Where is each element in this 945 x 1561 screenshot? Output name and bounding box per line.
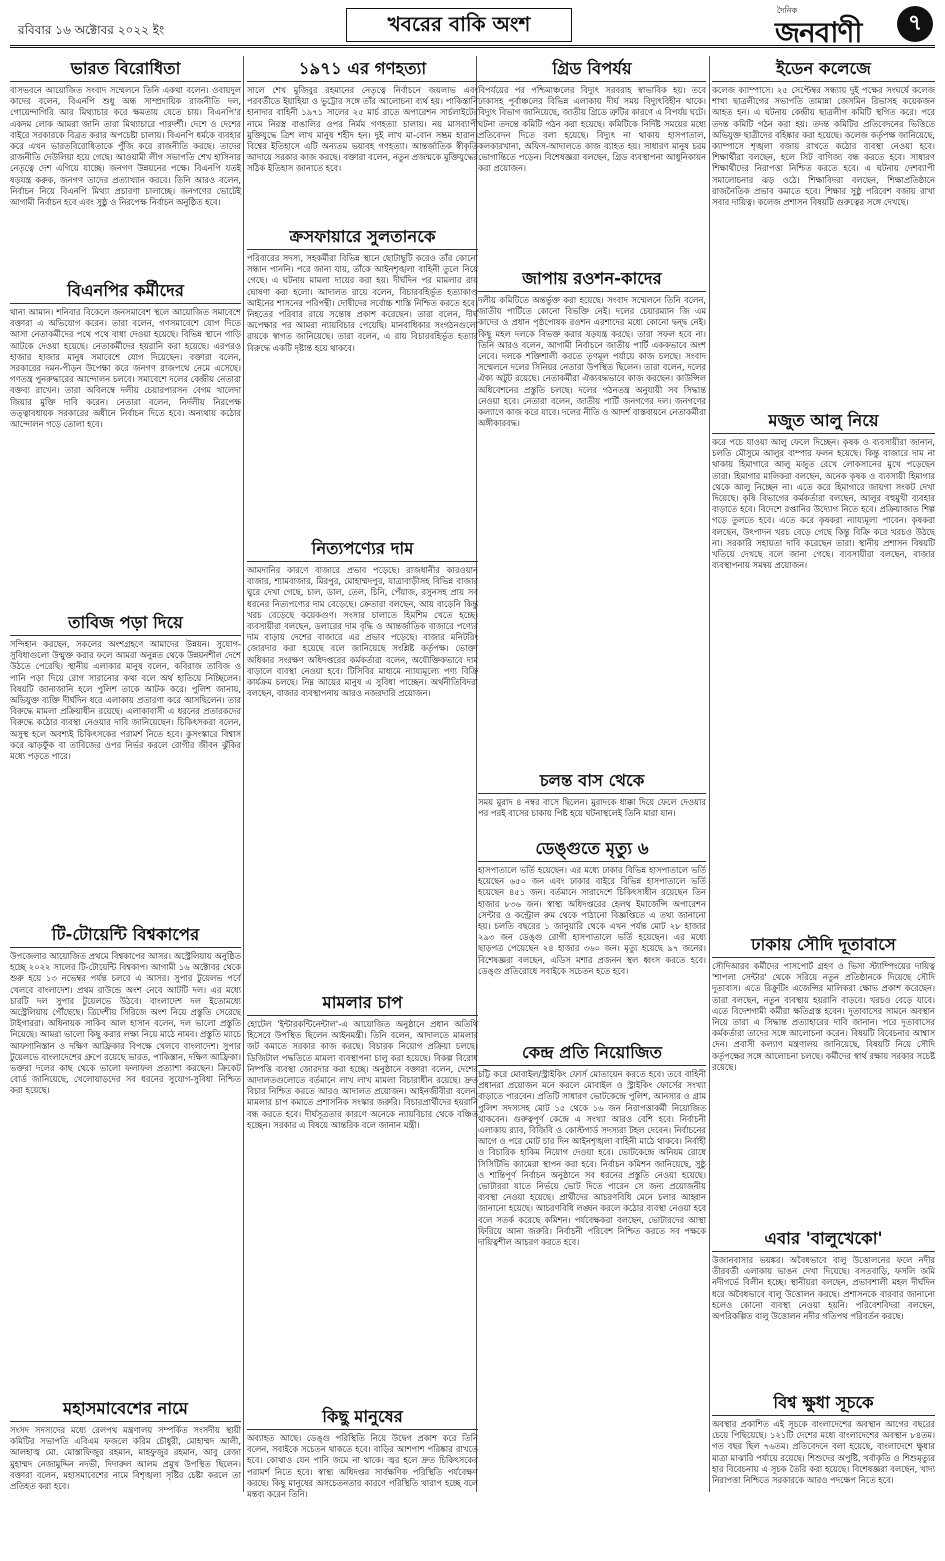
article-japay <box>478 266 706 763</box>
article-body: উজানবাসার ভয়ঙ্কর। অবৈধভাবে বালু উত্তোলনের ফলে নদীর তীরবর্তী এলাকায় ভাঙন দেখা দিয়েছে। বসতবাড়ি, ফসলি জমি নদীগর্ভে বিলীন হচ্ছে। স্থানীয়রা বলছেন, প্রভাবশালী মহল দীর্ঘদিন ধরে অবৈধভাবে বালু উত্তোলন করছে। প্রশাসনকে বারবার জানানো হলেও কোনো ব্যবস্থা নেওয়া হয়নি। পরিবেশবিদরা বলছেন, অপরিকল্পিত বালু উত্তোলন নদীর গতিপথ পরিবর্তন করছে। <box>712 1255 935 1322</box>
article-body: সালে শেখ মুজিবুর রহমানের নেতৃত্বে নির্বাচনে জয়লাভ এবং পরবর্তীতে ইয়াহিয়া ও ভুট্টোর সঙ্গে তাঁর আলোচনা ব্যর্থ হয়। পাকিস্তানি হানাদার বাহিনী ১৯৭১ সালের ২৫ মার্চ রাতে অপারেশন সার্চলাইটের নামে নিরস্ত্র বাঙালির ওপর নির্মম গণহত্যা চালায়। নয় মাসব্যাপী মুক্তিযুদ্ধে ত্রিশ লাখ মানুষ শহীদ হন। দুই লাখ মা-বোন সম্ভ্রম হারান। বিশ্বের ইতিহাসে এটি অন্যতম ভয়াবহ গণহত্যা। আন্তর্জাতিক স্বীকৃতি আদায়ে সরকার কাজ করছে। বক্তারা বলেন, নতুন প্রজন্মকে মুক্তিযুদ্ধের সঠিক ইতিহাস জানাতে হবে। <box>247 85 478 174</box>
article-body: হোটেল 'ইন্টারকন্টিনেন্টাল'-এ আয়োজিত অনুষ্ঠানে প্রধান অতিথি হিসেবে উপস্থিত ছিলেন আইনমন্ত্রী। তিনি বলেন, আদালতে মামলার জট কমাতে সরকার কাজ করছে। বিচারক নিয়োগ প্রক্রিয়া চলছে। ডিজিটাল পদ্ধতিতে মামলা ব্যবস্থাপনা চালু করা হয়েছে। বিকল্প বিরোধ নিষ্পত্তি ব্যবস্থা জোরদার করা হচ্ছে। অনুষ্ঠানে বক্তারা বলেন, দেশের আদালতগুলোতে বর্তমানে লাখ লাখ মামলা বিচারাধীন রয়েছে। দ্রুত বিচার নিশ্চিত করতে আরও আদালত প্রয়োজন। আইনজীবীরা বলেন, মামলার চাপ কমাতে প্রশাসনিক সংস্কার জরুরি। বিচারপ্রার্থীদের হয়রানি বন্ধ করতে হবে। দীর্ঘসূত্রতার কারণে অনেকে ন্যায়বিচার থেকে বঞ্চিত হচ্ছেন। সরকার এ বিষয়ে আন্তরিক বলে জানান মন্ত্রী। <box>247 1019 478 1130</box>
article-body: হাসপাতালে ভর্তি হয়েছেন। এর মধ্যে ঢাকার বিভিন্ন হাসপাতালে ভর্তি হয়েছেন ৬৫০ জন এবং ঢাকার বাইরে বিভিন্ন হাসপাতালে ভর্তি হয়েছেন ৪৫১ জন। বর্তমানে সারাদেশে চিকিৎসাধীন রয়েছেন তিন হাজার ৮৩৬ জন। স্বাস্থ্য অধিদপ্তরের হেলথ ইমার্জেন্সি অপারেশন সেন্টার ও কন্ট্রোল রুম থেকে পাঠানো বিজ্ঞপ্তিতে এ তথ্য জানানো হয়। চলতি বছরের ১ জানুয়ারি থেকে এখন পর্যন্ত মোট ২৮ হাজার ২৯৩ জন ডেঙ্গু রোগী হাসপাতালে ভর্তি হয়েছেন। এর মধ্যে ছাড়পত্র পেয়েছেন ২৪ হাজার ৩৬০ জন। মৃত্যু হয়েছে ৯৭ জনের। বিশেষজ্ঞরা বলছেন, এডিস মশার প্রজনন স্থল ধ্বংস করতে হবে। ডেঙ্গু প্রতিরোধে সবাইকে সচেতন হতে হবে। <box>478 865 706 976</box>
article-body: সময় মুরাদ ৪ নম্বর বাসে ছিলেন। মুরাদকে ধাক্কা দিয়ে ফেলে দেওয়ার পর পরই বাসের চাকায় পিষ্ট হয়ে ঘটনাস্থলেই তিনি মারা যান। <box>478 797 706 819</box>
article-body: দলীয় কমিটিতে অন্তর্ভুক্ত করা হয়েছে। সংবাদ সম্মেলনে তিনি বলেন, জাতীয় পার্টিতে কোনো বিভক্তি নেই। দলের চেয়ারম্যান জি এম কাদের ও প্রধান পৃষ্ঠপোষক রওশন এরশাদের মধ্যে কোনো দ্বন্দ্ব নেই। কিছু মহল দলকে বিভক্ত করার ষড়যন্ত্র করছে। তারা সফল হবে না। তিনি আরও বলেন, আগামী নির্বাচনে জাতীয় পার্টি এককভাবে অংশ নেবে। দলকে শক্তিশালী করতে তৃণমূল পর্যায়ে কাজ চলছে। সংবাদ সম্মেলনে দলের সিনিয়র নেতারা উপস্থিত ছিলেন। তারা বলেন, দলের ঐক্য অটুট রয়েছে। নেতাকর্মীরা ঐক্যবদ্ধভাবে কাজ করছেন। কাউন্সিল অধিবেশনের প্রস্তুতি চলছে। দলের গঠনতন্ত্র অনুযায়ী সব সিদ্ধান্ত নেওয়া হবে। নেতারা বলেন, জাতীয় পার্টি জনগণের দল। জনগণের কল্যাণে কাজ করে যাবে। দলের নীতি ও আদর্শ বাস্তবায়নে নেতাকর্মীরা অঙ্গীকারবদ্ধ। <box>478 295 706 429</box>
column-divider <box>709 56 710 1492</box>
column-divider <box>243 56 244 1492</box>
article-alu <box>712 408 935 927</box>
article-body: থানা আমান। শনিবার বিকেলে জনসমাবেশ স্থলে আয়োজিত সমাবেশে বক্তারা এ অভিযোগ করেন। তারা বলেন, গণসমাবেশে যোগ দিতে আসা নেতাকর্মীদের পথে পথে বাধা দেওয়া হয়েছে। বিভিন্ন স্থানে গাড়ি আটকে দেওয়া হয়েছে। নেতাকর্মীদের হয়রানি করা হয়েছে। এরপরও হাজার হাজার মানুষ সমাবেশে যোগ দিয়েছেন। বক্তারা বলেন, সরকারের দমন-পীড়ন উপেক্ষা করে জনগণ রাজপথে নেমে এসেছে। গণতন্ত্র পুনরুদ্ধারের আন্দোলন চলবে। সমাবেশে দলের কেন্দ্রীয় নেতারা বক্তব্য রাখেন। তারা অবিলম্বে দলীয় চেয়ারপারসন বেগম খালেদা জিয়ার মুক্তি দাবি করেন। নেতারা বলেন, নির্দলীয় নিরপেক্ষ তত্ত্বাবধায়ক সরকারের অধীনে নির্বাচন দিতে হবে। অন্যথায় কঠোর আন্দোলন গড়ে তোলা হবে। <box>10 307 241 430</box>
article-tabij <box>10 610 241 917</box>
headline: ঢাকায় সৌদি দূতাবাসে <box>712 932 935 958</box>
article-body: উপজেলার আয়োজিত প্রথমে বিশ্বকাপের আসর। অস্ট্রেলিয়ায় অনুষ্ঠিত হচ্ছে ২০২২ সালের টি-টোয়েন্টি বিশ্বকাপ। আগামী ১৬ অক্টোবর থেকে শুরু হয়ে ১৩ নভেম্বর পর্যন্ত চলবে এ আসর। সুপার টুয়েলভ পর্বে খেলবে বাংলাদেশ। প্রথম রাউন্ডে অংশ নেবে আটটি দল। এর মধ্যে চারটি দল সুপার টুয়েলভে উঠবে। বাংলাদেশ দল ইতোমধ্যে অস্ট্রেলিয়ায় পৌঁছেছে। ত্রিদেশীয় সিরিজে অংশ নিয়ে প্রস্তুতি সেরেছে টাইগাররা। অধিনায়ক সাকিব আল হাসান বলেন, দল ভালো প্রস্তুতি নিয়েছে। আমরা ভালো কিছু করার লক্ষ্য নিয়ে মাঠে নামব। প্রস্তুতি ম্যাচে আফগানিস্তান ও দক্ষিণ আফ্রিকার বিপক্ষে খেলবে বাংলাদেশ। সুপার টুয়েলভে বাংলাদেশের গ্রুপে রয়েছে ভারত, পাকিস্তান, দক্ষিণ আফ্রিকা। ভক্তরা দলের কাছ থেকে ভালো ফলাফল প্রত্যাশা করছেন। ক্রিকেট বোর্ড জানিয়েছে, খেলোয়াড়দের সব ধরনের সুযোগ-সুবিধা নিশ্চিত করা হয়েছে। <box>10 951 241 1096</box>
logo-text: জনবাণী <box>775 16 862 49</box>
headline: বিএনপির কর্মীদের <box>10 278 241 304</box>
headline: এবার 'বালুখেকো' <box>712 1226 935 1252</box>
article-body: করে পচে যাওয়া আলু ফেলে দিচ্ছেন। কৃষক ও ব্যবসায়ীরা জানান, চলতি মৌসুমে আলুর বাম্পার ফলন হয়েছে। কিন্তু বাজারে দাম না থাকায় হিমাগারে আলু মজুত রেখে লোকসানের মুখে পড়েছেন তারা। হিমাগার মালিকরা বলছেন, অনেক কৃষক ও ব্যবসায়ী হিমাগার থেকে আলু নিচ্ছেন না। এতে করে হিমাগারে জায়গা সংকট দেখা দিয়েছে। কৃষি বিভাগের কর্মকর্তারা বলছেন, আলুর বহুমুখী ব্যবহার বাড়াতে হবে। বিদেশে রপ্তানির উদ্যোগ নিতে হবে। প্রক্রিয়াজাত শিল্প গড়ে তুলতে হবে। এতে করে কৃষকরা ন্যায্যমূল্য পাবেন। কৃষকরা বলছেন, উৎপাদন খরচ বেড়ে গেছে কিন্তু বিক্রি করে খরচও উঠছে না। সরকারি সহায়তা দাবি করেছেন তারা। স্থানীয় প্রশাসন বিষয়টি খতিয়ে দেখছে বলে জানা গেছে। ব্যবসায়ীরা বলছেন, বাজার ব্যবস্থাপনায় সমন্বয় প্রয়োজন। <box>712 437 935 571</box>
article-balukheko <box>712 1226 935 1385</box>
article-body: সংসদ সদস্যদের মধ্যে রেলপথ মন্ত্রণালয় সম্পর্কিত সংসদীয় স্থায়ী কমিটির সভাপতি এবিএম ফজলে করিম চৌধুরী, মোহাম্মদ আলী, আলহাজ্ব মো. মোস্তাফিজুর রহমান, মাহফুজুর রহমান, আবু রেজা মুহাম্মদ নেজামুদ্দিন নদভী, দিদারুল আলম প্রমুখ উপস্থিত ছিলেন। বক্তারা বলেন, মহাসমাবেশের নামে বিশৃঙ্খলা সৃষ্টির চেষ্টা করলে তা প্রতিহত করা হবে। <box>10 1425 241 1492</box>
headline: ভারত বিরোধিতা <box>10 56 241 82</box>
article-body: সৌদিআরব কর্মীদের পাসপোর্ট গ্রহণ ও ভিসা স্ট্যাম্পিংয়ের দায়িত্ব 'শাপলা সেন্টার' থেকে সরিয়ে নতুন প্রতিষ্ঠানকে দিয়েছে সৌদি দূতাবাস। এতে রিক্রুটিং এজেন্সির মালিকরা ক্ষোভ প্রকাশ করেছেন। তারা বলছেন, নতুন ব্যবস্থায় হয়রানি বাড়বে। খরচও বেড়ে যাবে। এতে বিদেশগামী কর্মীরা ক্ষতিগ্রস্ত হবেন। দূতাবাসের সামনে অবস্থান নিয়ে তারা এ সিদ্ধান্ত প্রত্যাহারের দাবি জানান। পরে দূতাবাসের কর্মকর্তারা তাদের সঙ্গে আলোচনা করেন। বিষয়টি বিবেচনার আশ্বাস দেন। প্রবাসী কল্যাণ মন্ত্রণালয় জানিয়েছে, বিষয়টি নিয়ে সৌদি কর্তৃপক্ষের সঙ্গে আলোচনা চলছে। কর্মীদের স্বার্থ রক্ষায় সরকার সচেষ্ট রয়েছে। <box>712 961 935 1072</box>
article-kendra <box>478 1040 706 1509</box>
issue-date: রবিবার ১৬ অক্টোবর ২০২২ ইং <box>18 23 165 37</box>
article-bnp-karmi <box>10 278 241 605</box>
headline: মহাসমাবেশের নামে <box>10 1396 241 1422</box>
headline: বিশ্ব ক্ষুধা সূচকে <box>712 1390 935 1416</box>
article-bus <box>478 768 706 831</box>
article-mamla <box>247 990 478 1399</box>
column-3 <box>478 56 706 1492</box>
article-body: আমদানির কারণে বাজারে প্রভাব পড়েছে। রাজধানীর কারওয়ান বাজার, শ্যামবাজার, মিরপুর, মোহাম্মদপুর, যাত্রাবাড়ীসহ বিভিন্ন বাজার ঘুরে দেখা গেছে, চাল, ডাল, তেল, চিনি, পেঁয়াজ, রসুনসহ প্রায় সব ধরনের নিত্যপণ্যের দাম বেড়েছে। ক্রেতারা বলছেন, আয় বাড়েনি কিন্তু খরচ বেড়েছে কয়েকগুণ। সংসার চালাতে হিমশিম খেতে হচ্ছে। ব্যবসায়ীরা বলছেন, ডলারের দাম বৃদ্ধি ও আন্তর্জাতিক বাজারে পণ্যের দাম বাড়ায় দেশের বাজারে এর প্রভাব পড়েছে। বাজার মনিটরিং জোরদার করা হয়েছে বলে জানিয়েছে সংশ্লিষ্ট কর্তৃপক্ষ। ভোক্তা অধিকার সংরক্ষণ অধিদপ্তরের কর্মকর্তারা বলেন, অযৌক্তিকভাবে দাম বাড়ালে ব্যবস্থা নেওয়া হবে। টিসিবির মাধ্যমে ন্যায্যমূল্যে পণ্য বিক্রি কার্যক্রম চলছে। নিম্ন আয়ের মানুষ এ সুবিধা পাচ্ছেন। অর্থনীতিবিদরা বলছেন, বাজার ব্যবস্থাপনায় আরও নজরদারি প্রয়োজন। <box>247 565 478 699</box>
article-mohasamabesh <box>10 1396 241 1509</box>
article-dengue <box>478 836 706 1035</box>
article-body: কলেজ ক্যাম্পাসে। ২৫ সেপ্টেম্বর সন্ধ্যায় দুই পক্ষের সংঘর্ষে কলেজ শাখা ছাত্রলীগের সভাপতি তামান্না জেসমিন রিভাসহ কয়েকজন আহত হন। এ ঘটনায় কেন্দ্রীয় ছাত্রলীগ কমিটি স্থগিত করে। পরে তদন্ত কমিটি গঠন করা হয়। তদন্ত কমিটির প্রতিবেদনের ভিত্তিতে অভিযুক্ত ছাত্রীদের বহিষ্কার করা হয়েছে। কলেজ কর্তৃপক্ষ জানিয়েছে, ক্যাম্পাসে শৃঙ্খলা বজায় রাখতে কঠোর ব্যবস্থা নেওয়া হবে। শিক্ষার্থীরা বলছেন, হলে সিট বাণিজ্য বন্ধ করতে হবে। সাধারণ শিক্ষার্থীদের নিরাপত্তা নিশ্চিত করতে হবে। এ ঘটনায় দেশব্যাপী সমালোচনার ঝড় ওঠে। শিক্ষাবিদরা বলছেন, শিক্ষাপ্রতিষ্ঠানে রাজনৈতিক প্রভাব কমাতে হবে। শিক্ষার সুষ্ঠু পরিবেশ বজায় রাখা সবার দায়িত্ব। কলেজ প্রশাসন বিষয়টি গুরুত্বের সঙ্গে দেখছে। <box>712 85 935 208</box>
article-nityapanya <box>247 536 478 985</box>
headline: টি-টোয়েন্টি বিশ্বকাপের <box>10 922 241 948</box>
column-1 <box>10 56 241 1492</box>
article-grid <box>478 56 706 261</box>
logo-prefix: দৈনিক <box>777 6 798 15</box>
article-body: চট্টি করে মোবাইল/স্ট্রাইকিং ফোর্স মোতায়েন করতে হবে। তবে বাহিনী প্রধানরা প্রয়োজন মনে করলে মোবাইল ও স্ট্রাইকিং ফোর্সের সংখ্যা বাড়াতে পারবেন। প্রতিটি সাধারণ ভোটকেন্দ্রে পুলিশ, আনসার ও গ্রাম পুলিশ সদস্যসহ মোট ১৫ থেকে ১৬ জন নিরাপত্তাকর্মী নিয়োজিত থাকবেন। গুরুত্বপূর্ণ কেন্দ্রে এ সংখ্যা আরও বেশি হবে। নির্বাচনী এলাকায় র‍্যাব, বিজিবি ও কোস্টগার্ড সদস্যরা টহল দেবেন। নির্বাচনের আগে ও পরে মোট চার দিন আইনশৃঙ্খলা বাহিনী মাঠে থাকবে। নির্বাহী ও বিচারিক হাকিম নিয়োগ দেওয়া হবে। ভোটকেন্দ্রে অনিয়ম রোধে সিসিটিভি ক্যামেরা স্থাপন করা হবে। নির্বাচন কমিশন জানিয়েছে, সুষ্ঠু ও শান্তিপূর্ণ নির্বাচন অনুষ্ঠানে সব ধরনের প্রস্তুতি নেওয়া হয়েছে। ভোটাররা যাতে নির্ভয়ে ভোট দিতে পারেন সে জন্য প্রয়োজনীয় ব্যবস্থা নেওয়া হয়েছে। প্রার্থীদের আচরণবিধি মেনে চলার আহ্বান জানানো হয়েছে। আচরণবিধি লঙ্ঘন করলে কঠোর ব্যবস্থা নেওয়া হবে বলে সতর্ক করেছে কমিশন। পর্যবেক্ষকরা বলছেন, ভোটারদের আস্থা ফিরিয়ে আনা জরুরি। নির্বাচনী পরিবেশ নিশ্চিত করতে সব পক্ষকে দায়িত্বশীল আচরণ করতে হবে। <box>478 1069 706 1248</box>
headline: মামলার চাপ <box>247 990 478 1016</box>
column-4 <box>712 56 935 1492</box>
headline: মজুত আলু নিয়ে <box>712 408 935 434</box>
article-body: সন্দিহান করছেন, সকলের অংশগ্রহণে আমাদের উন্নয়ন। সুযোগ-সুবিধাগুলো উন্মুক্ত করার ফলে আমরা অনুন্নত থেকে উন্নয়নশীল দেশে উঠতে পেরেছি। স্থানীয় এলাকার মানুষ বলেন, কবিরাজ তাবিজ ও পানি পড়া দিয়ে রোগ সারানোর কথা বলে অর্থ হাতিয়ে নিচ্ছিলেন। বিষয়টি জানাজানি হলে পুলিশ তাকে আটক করে। পুলিশ জানায়, অভিযুক্ত ব্যক্তি দীর্ঘদিন ধরে এলাকায় প্রতারণা করে আসছিলেন। তার বিরুদ্ধে মামলা প্রক্রিয়াধীন রয়েছে। এলাকাবাসী এ ধরনের প্রতারকদের বিরুদ্ধে কঠোর ব্যবস্থা নেওয়ার দাবি জানিয়েছেন। চিকিৎসকরা বলেন, অসুস্থ হলে অবশ্যই চিকিৎসকের পরামর্শ নিতে হবে। কুসংস্কারে বিশ্বাস করে ঝাড়ফুঁক বা তাবিজের ওপর নির্ভর করলে রোগীর জীবন ঝুঁকির মধ্যে পড়তে পারে। <box>10 639 241 762</box>
masthead <box>10 4 935 48</box>
article-body: পরিবারের সদস্য, সহকর্মীরা বিভিন্ন স্থানে ছোটাছুটি করেও তাঁর কোনো সন্ধান পাননি। পরে জানা যায়, তাঁকে আইনশৃঙ্খলা বাহিনী তুলে নিয়ে গেছে। এ ঘটনায় মামলা দায়ের করা হয়। দীর্ঘদিন পর মামলার রায় ঘোষণা করা হলো। আদালত রায়ে বলেন, বিচারবহির্ভূত হত্যাকাণ্ড আইনের শাসনের পরিপন্থী। দোষীদের সর্বোচ্চ শাস্তি নিশ্চিত করতে হবে। নিহতের পরিবার রায়ে সন্তোষ প্রকাশ করেছেন। তারা বলেন, দীর্ঘ অপেক্ষার পর আমরা ন্যায়বিচার পেয়েছি। মানবাধিকার সংগঠনগুলো রায়কে স্বাগত জানিয়েছে। তারা বলেন, এ রায় বিচারবহির্ভূত হত্যার বিরুদ্ধে একটি দৃষ্টান্ত হয়ে থাকবে। <box>247 253 478 353</box>
headline: জাপায় রওশন-কাদের <box>478 266 706 292</box>
article-1971 <box>247 56 478 219</box>
article-body: বাসভবনে আয়োজিত সংবাদ সম্মেলনে তিনি একথা বলেন। ওবায়দুল কাদের বলেন, বিএনপি শুধু অন্ধ সাম্প্রদায়িক রাজনীতি দল, গোয়েন্দাগিরি আর মিথ্যাচার করে ক্ষমতায় যেতে চায়। বিএনপি'র একদম লোক আমরা জানি তারা মিথ্যাচারে পারদর্শী। দেশে ও দেশের বাইরে সরকারকে বিব্রত করার অপচেষ্টা চালায়। বিএনপি ধর্মকে ব্যবহার করে এখন ভারতবিরোধিতাকে পুঁজি করে রাজনীতি করছে। তাদের রাজনীতি দেউলিয়া হয়ে গেছে। আওয়ামী লীগ সভাপতি শেখ হাসিনার নেতৃত্বে দেশ এগিয়ে যাচ্ছে। জনগণ উন্নয়নের পক্ষে। বিএনপি যতই ষড়যন্ত্র করুক, জনগণ তাদের প্রত্যাখ্যান করবে। তিনি আরও বলেন, নির্বাচন নিয়ে বিএনপি মিথ্যা প্রচারণা চালাচ্ছে। জনগণের ভোটেই আগামী নির্বাচন হবে এবং সুষ্ঠু ও নিরপেক্ষ নির্বাচন অনুষ্ঠিত হবে। <box>10 85 241 208</box>
article-kichu-manush <box>247 1404 478 1561</box>
headline: চলন্ত বাস থেকে <box>478 768 706 794</box>
article-body: অব্যাহত আছে। ডেঙ্গু পরিস্থিতি নিয়ে উদ্বেগ প্রকাশ করে তিনি বলেন, সবাইকে সচেতন থাকতে হবে। বাড়ির আশপাশ পরিষ্কার রাখতে হবে। কোথাও যেন পানি জমে না থাকে। জ্বর হলে দ্রুত চিকিৎসকের পরামর্শ নিতে হবে। স্বাস্থ্য অধিদপ্তর সার্বক্ষণিক পরিস্থিতি পর্যবেক্ষণ করছে। কিছু মানুষের অসচেতনতার কারণে পরিস্থিতি খারাপ হচ্ছে বলে মন্তব্য করেন তিনি। <box>247 1433 478 1500</box>
headline: ডেঙ্গুতে মৃত্যু ৬ <box>478 836 706 862</box>
headline: ইডেন কলেজে <box>712 56 935 82</box>
section-title: খবরের বাকি অংশ <box>346 8 572 42</box>
article-t20 <box>10 922 241 1391</box>
article-kshudha <box>712 1390 935 1531</box>
article-bharat <box>10 56 241 273</box>
article-body: অবস্থার প্রকাশিত এই সূচকে বাংলাদেশের অবস্থান আগের বছরের চেয়ে পিছিয়েছে। ১২১টি দেশের মধ্যে বাংলাদেশের অবস্থান ৮৪তম। গত বছর ছিল ৭৬তম। প্রতিবেদনে বলা হয়েছে, বাংলাদেশে ক্ষুধার মাত্রা মাঝারি পর্যায়ে রয়েছে। শিশুদের অপুষ্টি, খর্বাকৃতি ও শিশুমৃত্যুর হার বিবেচনায় এ সূচক তৈরি করা হয়েছে। বিশেষজ্ঞরা বলছেন, খাদ্য নিরাপত্তা নিশ্চিতে সরকারকে আরও পদক্ষেপ নিতে হবে। <box>712 1419 935 1486</box>
headline: কেন্দ্র প্রতি নিয়োজিত <box>478 1040 706 1066</box>
article-saudi <box>712 932 935 1221</box>
headline: তাবিজ পড়া দিয়ে <box>10 610 241 636</box>
headline: নিত্যপণ্যের দাম <box>247 536 478 562</box>
headline: ১৯৭১ এর গণহত্যা <box>247 56 478 82</box>
article-eden <box>712 56 935 403</box>
column-2 <box>247 56 478 1500</box>
page-number: ৭ <box>897 6 933 42</box>
newspaper-logo <box>773 5 893 49</box>
headline: গ্রিড বিপর্যয় <box>478 56 706 82</box>
article-body: বিপর্যয়ের পর পশ্চিমাঞ্চলের বিদ্যুৎ সরবরাহ স্বাভাবিক হয়। তবে ঢাকাসহ পূর্বাঞ্চলের বিভিন্ন এলাকায় দীর্ঘ সময় বিদ্যুৎবিহীন থাকে। বিদ্যুৎ বিভাগ জানিয়েছে, জাতীয় গ্রিডে ত্রুটির কারণে এ বিপর্যয় ঘটে। ঘটনা তদন্তে কমিটি গঠন করা হয়েছে। কমিটিকে নির্দিষ্ট সময়ের মধ্যে প্রতিবেদন দিতে বলা হয়েছে। বিদ্যুৎ না থাকায় হাসপাতাল, কলকারখানা, অফিস-আদালতে কাজ ব্যাহত হয়। সাধারণ মানুষ চরম ভোগান্তিতে পড়েন। বিশেষজ্ঞরা বলছেন, গ্রিড ব্যবস্থাপনা আধুনিকায়ন করা প্রয়োজন। <box>478 85 706 174</box>
headline: ক্রসফায়ারে সুলতানকে <box>247 224 478 250</box>
headline: কিছু মানুষের <box>247 1404 478 1430</box>
article-crossfire <box>247 224 478 531</box>
